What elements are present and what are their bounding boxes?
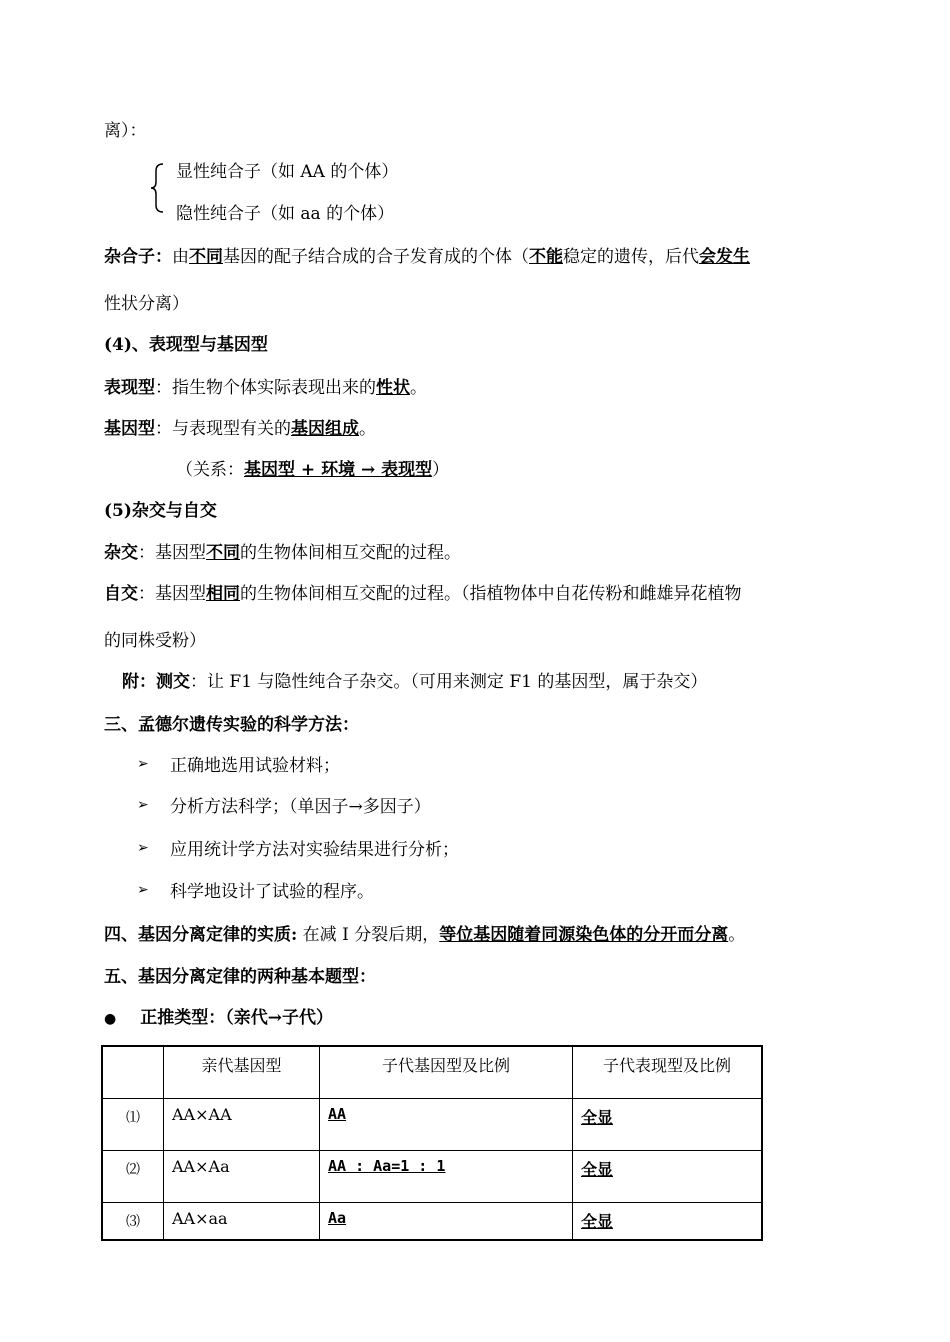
- bullet-item: 科学地设计了试验的程序。: [170, 882, 374, 902]
- table-cell: Aa: [320, 1203, 573, 1241]
- cross-line: 杂交：基因型不同的生物体间相互交配的过程。: [104, 543, 461, 563]
- table-cell: AA×aa: [164, 1203, 320, 1241]
- forward-table: [101, 1045, 763, 1241]
- table-header: 子代基因型及比例: [320, 1046, 573, 1099]
- heading-five: 五、基因分离定律的两种基本题型：: [104, 967, 376, 987]
- self-cross-line: 自交：基因型相同的生物体间相互交配的过程。（指植物体中自花传粉和雌雄异花植物: [104, 584, 742, 604]
- heading-three: 三、孟德尔遗传实验的科学方法：: [104, 715, 359, 735]
- table-cell: 全显: [573, 1151, 763, 1203]
- table-row: [102, 1203, 762, 1241]
- relation-line: （关系：基因型 + 环境 → 表现型）: [176, 460, 450, 480]
- bullet-item: 分析方法科学；（单因子→多因子）: [170, 797, 431, 817]
- table-header: [102, 1046, 164, 1099]
- heading-four: 四、基因分离定律的实质: 在减 I 分裂后期，等位基因随着同源染色体的分开而分离。: [104, 925, 746, 945]
- phenotype-line: 表现型：指生物个体实际表现出来的性状。: [104, 378, 427, 398]
- arrow-bullet-icon: ➢: [137, 797, 149, 813]
- table-header: 子代表现型及比例: [573, 1046, 763, 1099]
- heterozygote-line: 杂合子：由不同基因的配子结合成的合子发育成的个体（不能稳定的遗传，后代会发生: [104, 247, 750, 267]
- heterozygote-line-2: 性状分离）: [104, 294, 189, 314]
- heading-4: (4)、表现型与基因型: [104, 335, 268, 355]
- table-cell: AA: [320, 1099, 573, 1151]
- table-cell: ⑴: [102, 1099, 164, 1151]
- self-cross-line-2: 的同株受粉）: [104, 631, 206, 651]
- table-cell: ⑶: [102, 1203, 164, 1241]
- table-cell: 全显: [573, 1099, 763, 1151]
- homozygous-dominant: 显性纯合子（如 AA 的个体）: [176, 162, 399, 182]
- table-header: 亲代基因型: [164, 1046, 320, 1099]
- bullet-item: 正确地选用试验材料；: [170, 756, 340, 776]
- table-cell: AA×Aa: [164, 1151, 320, 1203]
- continued-line: 离）：: [104, 121, 147, 141]
- table-cell: AA : Aa=1 : 1: [320, 1151, 573, 1203]
- homozygous-recessive: 隐性纯合子（如 aa 的个体）: [176, 204, 395, 224]
- table-cell: 全显: [573, 1203, 763, 1241]
- bullet-item: 应用统计学方法对实验结果进行分析；: [170, 840, 459, 860]
- table-header-row: [102, 1046, 762, 1099]
- table-cell: AA×AA: [164, 1099, 320, 1151]
- table-cell: ⑵: [102, 1151, 164, 1203]
- table-row: [102, 1099, 762, 1151]
- arrow-bullet-icon: ➢: [137, 882, 149, 898]
- genotype-line: 基因型：与表现型有关的基因组成。: [104, 419, 376, 439]
- testcross-line: 附：测交：让 F1 与隐性纯合子杂交。（可用来测定 F1 的基因型，属于杂交）: [122, 672, 708, 692]
- dot-bullet-icon: ●: [104, 1011, 117, 1027]
- arrow-bullet-icon: ➢: [137, 756, 149, 772]
- heading-5: (5)杂交与自交: [104, 501, 217, 521]
- arrow-bullet-icon: ➢: [137, 840, 149, 856]
- table-row: [102, 1151, 762, 1203]
- forward-type-line: ● 正推类型：（亲代→子代）: [104, 1008, 333, 1028]
- brace-icon: [150, 163, 164, 213]
